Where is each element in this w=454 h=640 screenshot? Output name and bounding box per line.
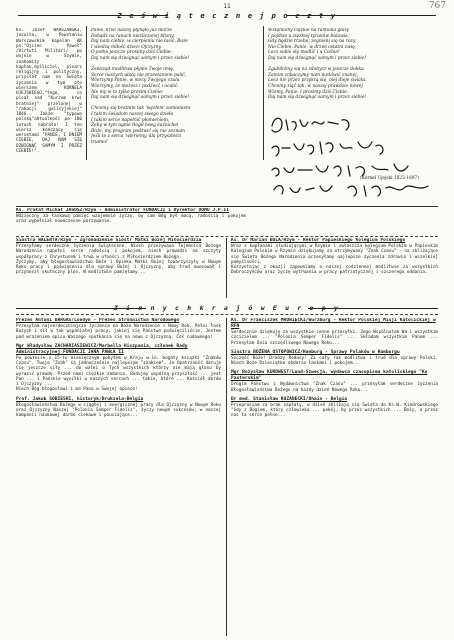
archive-stamp: 767	[428, 1, 446, 11]
notice-text: Szczęść Boże! Drodzy Rodacy! Za cały rok modlitwa i trud dla sprawy Polski. Niech Boże Dzieciątko obdarza łaskami i pokojem...	[231, 355, 438, 366]
notices-left-column	[16, 318, 221, 638]
notice-mrowiecki	[231, 318, 438, 346]
notice-heading: Ks. Dr Marian BOLA/Rzym - Rektor Papieskiego Kolegium Polskiego	[231, 238, 406, 243]
notice-zachariasiewicz	[16, 344, 221, 393]
notice-text: Drogim Państwu z Wydawnictwa "Znak Czasu" ... przesyłam serdeczne życzenia Błogosławieństwa Bożego na każdy dzień Nowego Roku...	[231, 382, 438, 393]
section-banner: Z e ś w i ą t e c z n e j p o c z t y	[18, 11, 436, 20]
notice-heading: Prezes Antoni DARGAS/Londyn - Prezes Stronnictwa Narodowego	[16, 318, 180, 323]
notice-walenta	[16, 238, 221, 300]
notice-heading: Dr med. Stanisław KOZANECKI/Ohain - Belgia	[231, 396, 348, 402]
column-divider	[263, 26, 264, 160]
notice-dargas	[16, 318, 221, 340]
notice-kozanecki	[231, 397, 438, 419]
notice-jagosz	[16, 208, 246, 230]
separator	[16, 206, 438, 207]
notice-heading: Prof. Jakub SOBIESKI, historyk/Bruksela-Belgia	[16, 396, 144, 402]
notice-bola	[231, 238, 438, 300]
poem-left: Panie, krwi naszej płynęło już morze Dobądź na ranach niezliczonej blizny. Daj nam ciebie, w cierpieniu nie łasić, Boże I wiedzą miłość dzieci Ojczyzny. O jedno jeszcze prosimy dziś Ciebie: Daj nam się dźwignąć samym i przez siebie! Zewsząd modlitwa płynie Twoje imię, Serce naszych ułatę nie przestaniem palić, Wierzymy Panie, w mocy Twojego czulu Wierzymy, że możesz i podźwić i ocalić. Ale my w to tylko prosim Ciebie: Daj nam się dźwignąć samym i przez siebie! Chcemy się bratnim tak 'węzłem' zamieniem I takim świadom naszej swego dzieła I takim serce napełnić płomieniem, Żeby w tym ugnie tłogił beeg kaźnichel Boże, my pragnim podźwić się nie zeznam Jeśli to z serca 'wieriemy, dla przyszłości trudno!	[91, 28, 191, 145]
notice-text: Po powrocie z 15-tu miesięcznym pobytem w Kraju w.in. bogaty książki "Znaków Czasu". Twoje "Znak" są jednocześnie najlepszym "znakiem", że Opatrzność daruje Cię jeszcze siły ... do walki o Tych wszystkich którzy nie mają głosu by wyrazić prawdę. Przed nami ciężkie zadania. Budujmy wspólną przyszłość ... jest Pan ... i Pańskie wysiłki w naszych sercach ... takie, które ... Kościół dorów i Ojczyzny ... Niech Bóg błogosławi i ma Pana w Swojej opiece!	[16, 355, 221, 393]
intro-warszawski: Ks. Józef WARSZAWSKI, jezuita, w Powstaniu Warszawskim kapelan AK ps."Ojciec Paweł" /Virtuti Militari/ po wojnie w Szymie, znakomity kapłan,myśliciel, pisarz religijny i polityczny, przysłał nam na Święta życzenia w tym oto wierszem KORNELA UJEJSKIEGO,"tego, co pisał nad "Kurzem krwi bratniej" przelanej w "rabacji galicyjskiej" 1846. Jakże "typowo polską"aktualność po 100 latach nabrała! I ten wiersz kończący się wersetami "PANIE, I DNIEM CIEBIE, DAJ NAM SIĘ DZWIGNĄĆ SAMYM I PRZEZ CIEBIE!".	[16, 28, 82, 154]
notice-heading: Siostra BOŻENA OSTOPOWICZ/Hamburg - Sprawy Polaków w Hamburgu	[231, 349, 400, 355]
notice-kurdwest	[231, 370, 438, 393]
separator	[16, 314, 438, 315]
notice-heading: Siostra WALENTA/Rzym - Zgromadzenie Sióstr Matki Bożej Miłosierdzia	[16, 238, 202, 243]
separator	[16, 236, 438, 237]
column-divider	[226, 238, 227, 298]
signature-image	[268, 112, 444, 204]
notice-text: Błogosławieństwa Bożego w ciągłej i energicznej pracy dla Ojczyzny w Nowym Roku oraz Ojczyzny Naszej "Polonia Semper Fidelis", życzy nowym sukcesów, w naszej kampanii naukowej darbo ciekawe i pouczające...	[16, 402, 221, 418]
notice-text: Serdecznie dziękuję za wszystkie cenne przesyłki. Jego Wspólnotom Wa i wszystkim czcicielom ... "Polonia Semper Fidelis" ... Składam wszystkim Panom ... Przesyłam Dnia szczęśliwego Nowego Roku...	[231, 330, 438, 346]
column-divider	[86, 26, 87, 160]
notice-text: Przesyłam najserdeczniejsze życzenia na Boże Narodzenie i Nowy Rok. Pełni łask Bożych i sił w tak wspaniałej pracy, jakiej się Państwo poświęciliście. Jestem pod wrażeniem opisu Waszego spotkania się na nowo z Ojczyzną. Coś cudownego!	[16, 324, 221, 340]
notice-text: Wdzięczny za łaskawą pamięć wzajemnie życzę, by sam Bóg był mocą, radością i pokojem oraz wypełniał nowoczesne porzywanie.	[16, 214, 246, 225]
notice-sobieski	[16, 397, 221, 419]
section-other-countries: Z i n n y c h k r a j ó w E u r o p y	[16, 304, 438, 312]
notice-ostopowicz	[231, 350, 438, 367]
page-number: 11	[223, 3, 231, 10]
notices-right-column	[231, 318, 438, 638]
notice-heading: Mgr Bożysław KURDWEST/Lund-Szwecja, wydawca czasopisma katolickiego "Ku Pasterskim"	[231, 370, 428, 382]
poem-right: Wstąmieny ciężkie na ramiona głazy I pojdzie u ciężkiej tyranów bulawie, Gdy będzie trzeba, zegnieni się na rozy, Nie Ciebie, Panie, w drzwi ostatni zwię, Lecz sobie się modlić i u Ciebie! Daj nam się dźwignąć samym i przez siebie! Zgubiliśmy się na zdobycz w jeszcze dobka Zamim zobaczymy nam wzdówić znanej, Lecz nie przez przykrą się, niej dieje świata, Chcemy ziąć tak, w naszej prawdzie nowej Wiemy, Panie, i prosimy dziś Ciebie, Daj nam się dźwignąć samym i przez siebie!	[268, 28, 367, 101]
notice-text: Przepraszam za brak zapłaty, w dzień zbliżają się Święta do Ks.W. Kiedrowskiego "Gdy z Bogiem, który człowieka ... pokój, by przez wszystkich ... Boży, a przez nas ta serce pełne...	[231, 402, 438, 419]
notice-text: Przesyłamy serdeczne życzenia świąteczne. Niech przeżywana Tajemnica Bożego Narodzenia napełni serce radością i pokojem, niech prowadzi na szczyty współpracy z Chrystusem i trwa w ufności z Miłosierdziem Bożego. Życzymy, aby błogosławieństwo Boże i Opieka Matki Bożej towarzyszyły w Nowym Roku pracy i poświęceniu dla sprawy Bożej i Ojczyzny, aby trud owocował i przynosił skuteczny plon. W modlitwie pamiętamy...	[16, 244, 221, 276]
notice-text: Wraz z kapłanami studiującymi w Rzymie i zwłaszcza kolegium Polskim w Papieskim Kolegium Polskim w Rzymie dziękujemy za otrzymywany "Znak Czasu" - na zbliżające się Święta Bożego Narodzenia przesyłamy najlepsze życzenia zdrowia i wszelkiej pomyślności. Korzystając z okazji zapewniamy o naszej codziennej modlitwie za wszystkich Dobroczyńców oraz życzę wytrwania w pracy patriotycznej i szczerego oddania.	[231, 244, 438, 276]
notice-heading: Mgr Władysław ZACHARIASIEWICZ/Marbella Hiszpania, członek Rady Administracyjnej FUNDACJI JANA PAWŁA II	[16, 343, 188, 355]
notice-heading: Ks. Prałat Michał JAGOSZ/Rzym - Administrator FUNDACJI i Dyrektor DOMU J.P.II	[16, 208, 229, 213]
column-divider	[226, 318, 227, 636]
poem-author: (Kornel Ujejski 1823-1897)	[360, 176, 419, 181]
notice-heading: Ks. Dr Franciszek MROWIECKI/Würzburg - Rektor Polskiej Misji Katolickiej w RFN	[231, 318, 436, 329]
handwritten-dedication	[268, 112, 444, 204]
